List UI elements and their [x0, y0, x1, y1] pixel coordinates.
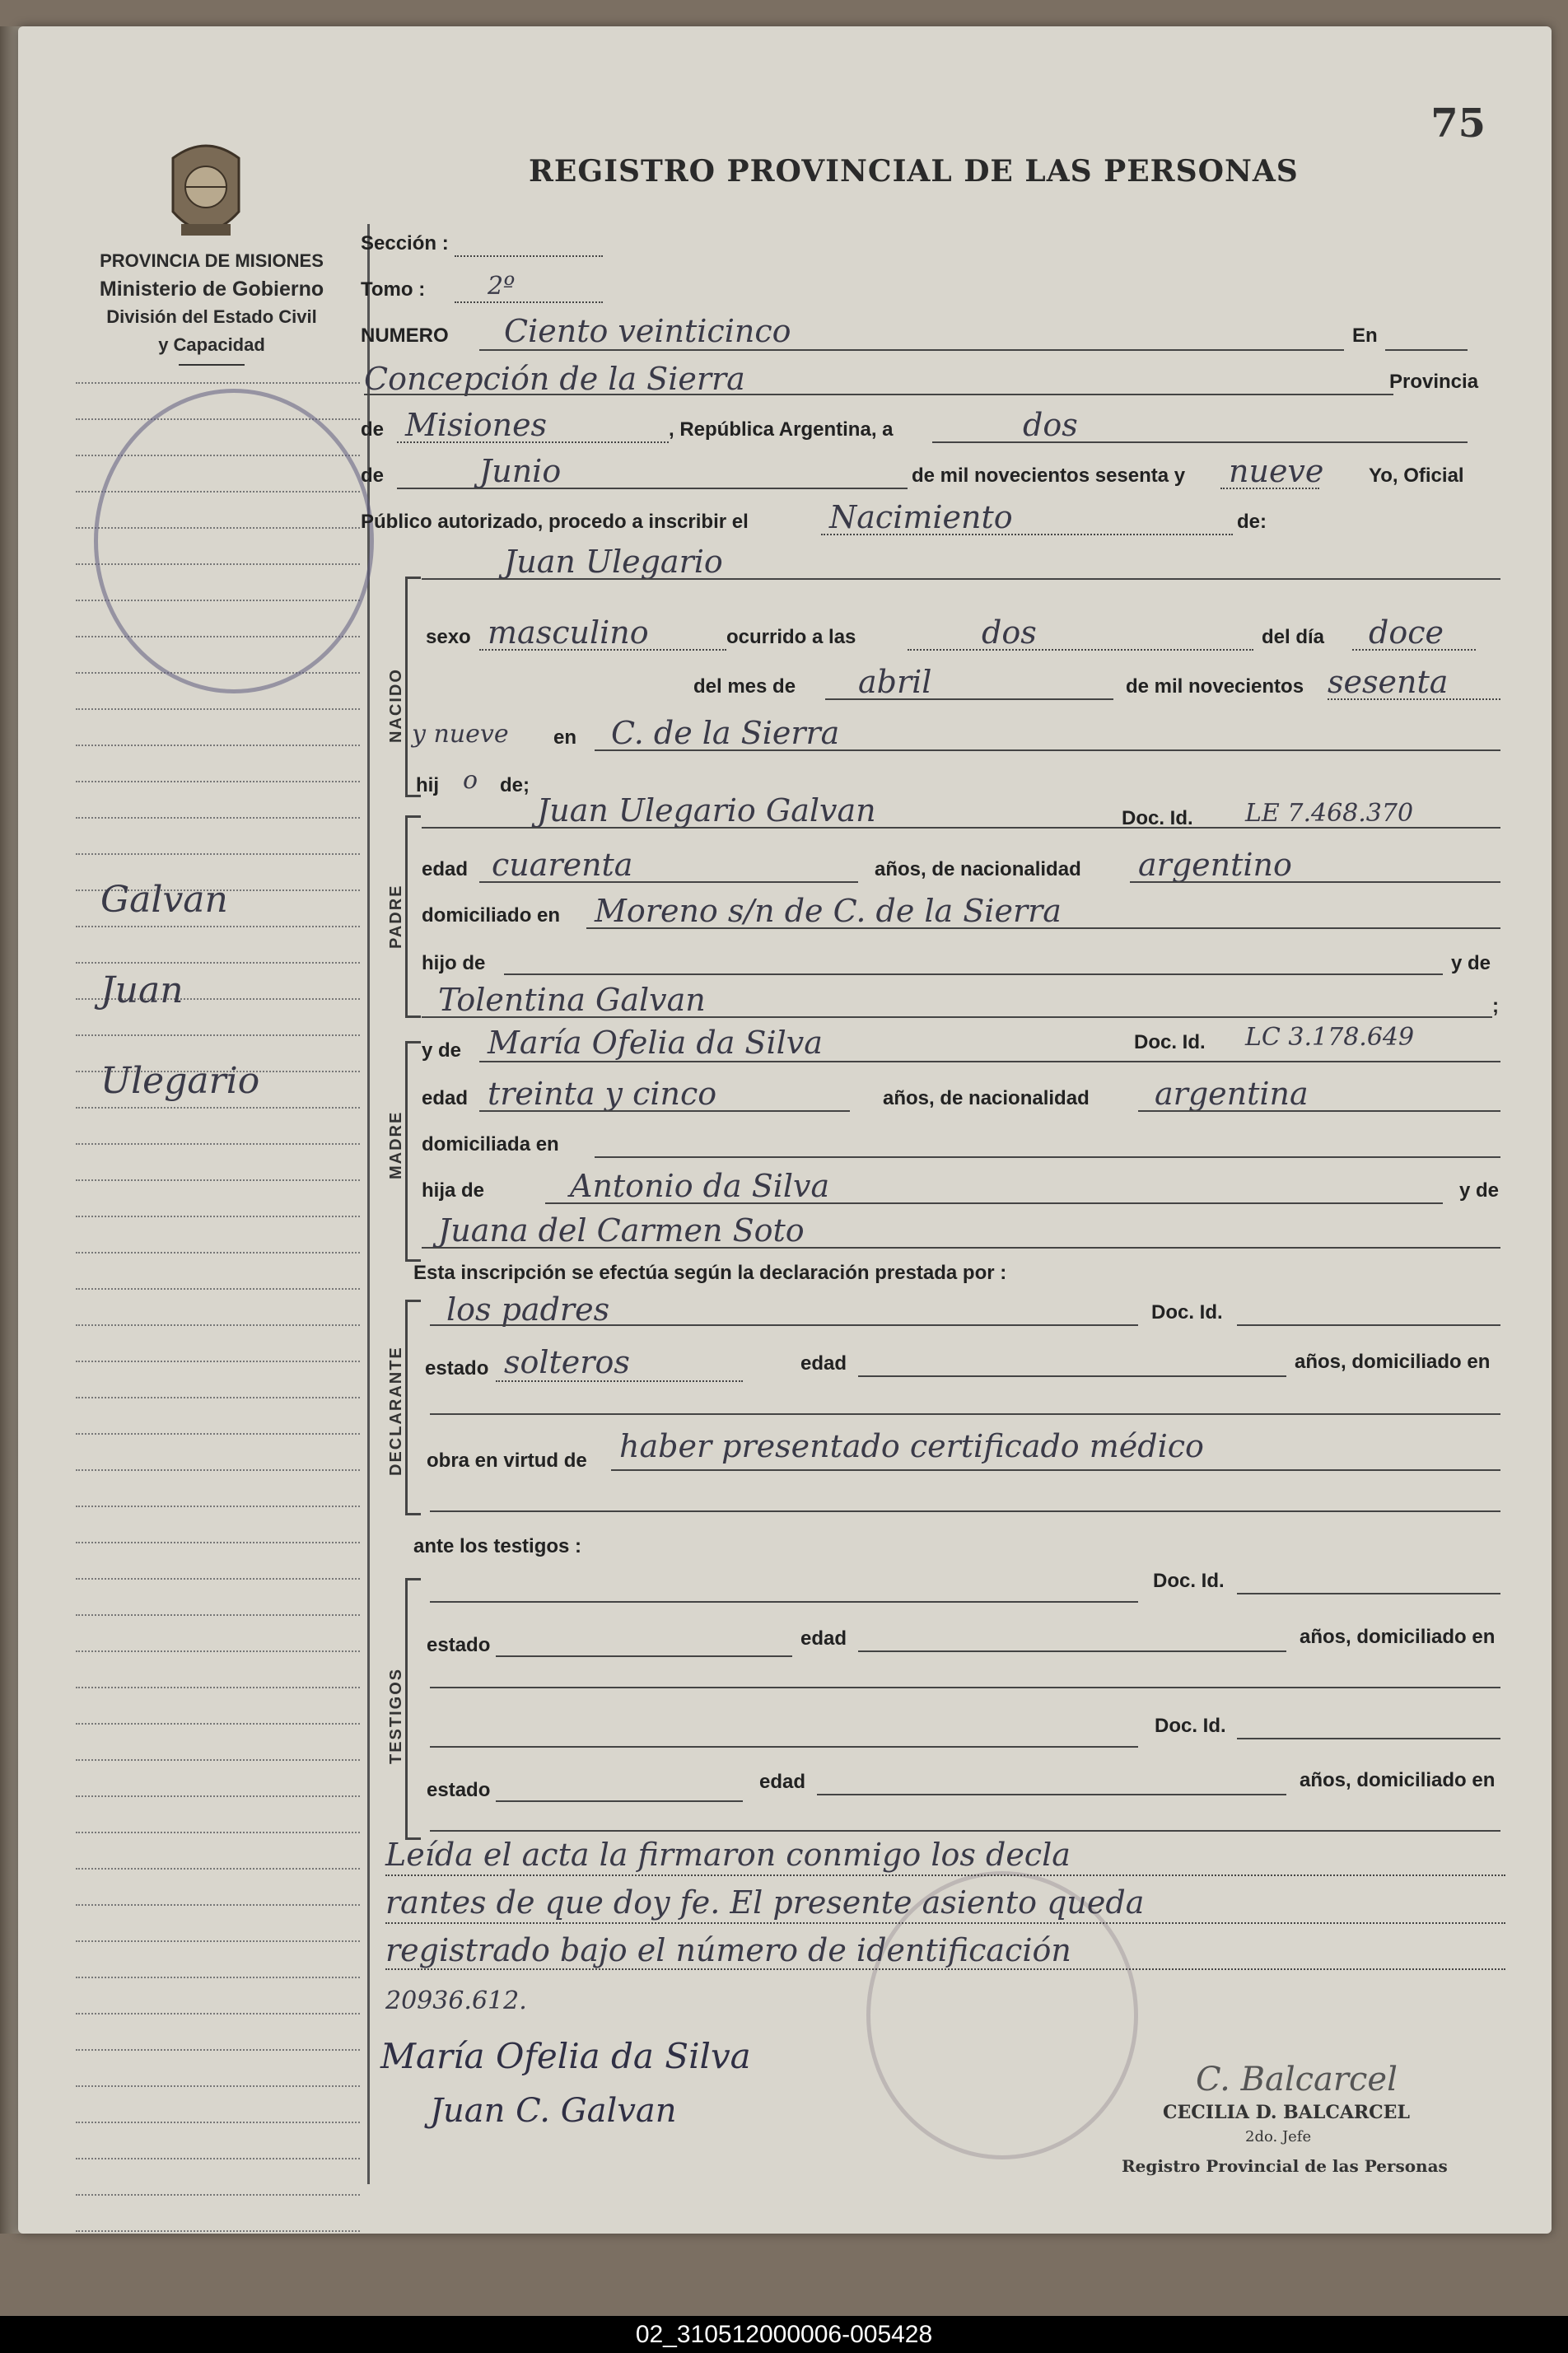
testigo1-edad-label: edad: [800, 1627, 847, 1650]
madre-doc-label: Doc. Id.: [1134, 1031, 1206, 1053]
padre-nac-value: argentino: [1138, 847, 1292, 883]
mother-signature: María Ofelia da Silva: [380, 2036, 751, 2076]
padre-dom-line: [586, 927, 1500, 929]
margin-firstname: Juan: [100, 969, 184, 1011]
anio-nac-value: sesenta: [1328, 664, 1449, 700]
padre-dom-value: Moreno s/n de C. de la Sierra: [595, 893, 1062, 929]
hijo-value: o: [463, 766, 478, 795]
declarante-estado-value: solteros: [504, 1344, 630, 1380]
obra-label: obra en virtud de: [427, 1450, 587, 1472]
mes-value: Junio: [479, 453, 562, 489]
testigo2-line: [430, 1746, 1138, 1748]
abuela-paterna-line: [422, 1016, 1492, 1018]
official-signature: C. Balcarcel: [1196, 2061, 1398, 2099]
abuela-materna-value: Juana del Carmen Soto: [438, 1212, 805, 1249]
mil-novecientos-label: de mil novecientos: [1126, 675, 1304, 698]
lugar-nac-line: [595, 749, 1500, 751]
declarante-line: [430, 1324, 1138, 1326]
padre-anos-label: años, de nacionalidad: [875, 858, 1081, 880]
official-office: Registro Provincial de las Personas: [1122, 2156, 1448, 2176]
testigo2-doc-line: [1237, 1738, 1500, 1739]
closing-rule-2: [385, 1922, 1505, 1924]
testigos-label: ante los testigos :: [413, 1535, 582, 1557]
sexo-line: [479, 649, 726, 651]
padre-y-de-label: y de: [1451, 952, 1491, 974]
madre-anos-label: años, de nacionalidad: [883, 1087, 1090, 1109]
padre-edad-line: [479, 881, 858, 883]
obra-value: haber presentado certificado médico: [619, 1428, 1204, 1464]
ocurrido-label: ocurrido a las: [726, 626, 856, 648]
testigos-bracket: [405, 1578, 421, 1840]
testigo2-doc-label: Doc. Id.: [1155, 1715, 1226, 1737]
testigo1-estado-label: estado: [427, 1634, 491, 1656]
abuela-materna-line: [422, 1247, 1500, 1249]
acto-line: [821, 534, 1233, 535]
document-title: REGISTRO PROVINCIAL DE LAS PERSONAS: [529, 154, 1299, 189]
declarante-doc-label: Doc. Id.: [1151, 1301, 1223, 1324]
del-dia-label: del día: [1262, 626, 1325, 648]
closing-line-3: registrado bajo el número de identificación: [385, 1932, 1071, 1968]
margin-middlename: Ulegario: [100, 1060, 260, 1102]
testigo1-edad-line: [858, 1650, 1286, 1652]
hora-value: dos: [982, 614, 1037, 651]
madre-doc-value: LC 3.178.649: [1245, 1023, 1415, 1052]
closing-line-4: 20936.612.: [385, 1987, 527, 2015]
republica-label: , República Argentina, a: [669, 418, 894, 441]
numero-label: NUMERO: [361, 324, 449, 347]
de-label-2: de: [361, 465, 385, 487]
testigo1-line: [430, 1601, 1138, 1603]
madre-bracket: [405, 1041, 421, 1262]
numero-line: [479, 349, 1344, 351]
division-label-2: y Capacidad: [158, 334, 265, 355]
registry-stamp-icon: [94, 389, 374, 693]
padre-nombre-value: Juan Ulegario Galvan: [537, 792, 876, 829]
acto-value: Nacimiento: [829, 499, 1013, 535]
nacido-label: NACIDO: [387, 668, 405, 743]
declarante-doc-line: [1237, 1324, 1500, 1326]
madre-y-de-label: y de: [422, 1039, 462, 1062]
madre-edad-line: [479, 1110, 850, 1112]
padre-doc-value: LE 7.468.370: [1245, 799, 1414, 828]
declarante-estado-label: estado: [425, 1357, 489, 1380]
margin-surname: Galvan: [100, 879, 228, 921]
de-semi-label: de;: [500, 774, 530, 796]
document-page: [18, 26, 1552, 2234]
seccion-label: Sección :: [361, 232, 449, 254]
page-number: 75: [1430, 100, 1486, 147]
padre-bracket: [405, 815, 421, 1018]
en-label-2: en: [553, 726, 577, 749]
padre-edad-value: cuarenta: [492, 847, 633, 883]
del-mes-label: del mes de: [693, 675, 796, 698]
madre-label: MADRE: [387, 1110, 405, 1179]
division-label: División del Estado Civil: [106, 306, 317, 327]
tomo-label: Tomo :: [361, 278, 426, 301]
nombre-line: [422, 578, 1500, 580]
nombre-value: Juan Ulegario: [504, 544, 723, 580]
dia-value: dos: [1023, 407, 1078, 443]
sexo-label: sexo: [426, 626, 471, 648]
mes-nac-line: [825, 698, 1113, 700]
testigo1-anos-label: años, domiciliado en: [1300, 1626, 1496, 1648]
provincia-line: [397, 441, 669, 443]
numero-value: Ciento veinticinco: [504, 313, 791, 349]
lugar-value: Concepción de la Sierra: [364, 361, 745, 397]
anio-line: [1220, 488, 1319, 489]
father-signature: Juan C. Galvan: [430, 2092, 677, 2130]
closing-line-1: Leída el acta la firmaron conmigo los decla: [385, 1837, 1071, 1873]
declarante-anos-label: años, domiciliado en: [1295, 1351, 1491, 1373]
testigo2-estado-line: [496, 1800, 743, 1802]
obra-line: [611, 1469, 1500, 1471]
dia-nac-line: [1352, 649, 1476, 651]
madre-dom-label: domiciliada en: [422, 1133, 559, 1155]
closing-line-2: rantes de que doy fe. El presente asiento queda: [385, 1884, 1145, 1921]
hora-line: [908, 649, 1253, 651]
tomo-line: [455, 301, 603, 303]
declarante-value: los padres: [446, 1291, 610, 1328]
footer-id-bar: [0, 2316, 1568, 2353]
de-label: de: [361, 418, 385, 441]
testigo1-doc-label: Doc. Id.: [1153, 1570, 1225, 1592]
padre-hijo-label: hijo de: [422, 952, 486, 974]
madre-dom-line: [595, 1156, 1500, 1158]
dia-nac-value: doce: [1369, 614, 1444, 651]
testigo1-dom-line: [430, 1687, 1500, 1688]
obra-line-2: [430, 1510, 1500, 1512]
padre-nac-line: [1130, 881, 1500, 883]
declarante-label: DECLARANTE: [387, 1346, 405, 1476]
testigo2-estado-label: estado: [427, 1779, 491, 1801]
hijo-label: hij: [416, 774, 439, 796]
madre-nombre-value: María Ofelia da Silva: [488, 1025, 823, 1061]
testigo1-doc-line: [1237, 1593, 1500, 1594]
closing-rule-1: [385, 1874, 1505, 1876]
ministry-label: Ministerio de Gobierno: [99, 278, 324, 301]
declarante-bracket: [405, 1300, 421, 1515]
testigo2-edad-line: [817, 1794, 1286, 1795]
seccion-line: [455, 255, 603, 257]
testigo1-estado-line: [496, 1655, 792, 1657]
declarante-edad-line: [858, 1375, 1286, 1377]
provincial-crest-icon: [156, 133, 255, 249]
padre-hijo-line: [504, 973, 1443, 975]
madre-nac-value: argentina: [1155, 1076, 1309, 1112]
madre-y-de-label-2: y de: [1459, 1179, 1500, 1202]
dia-line: [932, 441, 1468, 443]
closing-rule-3: [385, 1968, 1505, 1970]
declarante-estado-line: [496, 1380, 743, 1382]
provincia-value: Misiones: [405, 407, 548, 443]
footer-id: 02_310512000006-005428: [635, 2320, 933, 2348]
provincia-label: Provincia: [1389, 371, 1479, 393]
padre-doc-label: Doc. Id.: [1122, 807, 1193, 829]
abuela-paterna-value: Tolentina Galvan: [438, 982, 706, 1018]
madre-hija-label: hija de: [422, 1179, 485, 1202]
en-label: En: [1352, 324, 1378, 347]
yo-oficial-label: Yo, Oficial: [1369, 465, 1464, 487]
padre-edad-label: edad: [422, 858, 469, 880]
madre-edad-value: treinta y cinco: [488, 1076, 717, 1112]
publico-label: Público autorizado, procedo a inscribir el: [361, 511, 749, 533]
lugar-line: [364, 394, 1393, 395]
declarante-dom-line: [430, 1413, 1500, 1415]
province-label: PROVINCIA DE MISIONES: [100, 250, 324, 271]
padre-label: PADRE: [387, 884, 405, 949]
de-colon-label: de:: [1237, 511, 1267, 533]
anio-value: nueve: [1229, 453, 1324, 489]
declarante-edad-label: edad: [800, 1352, 847, 1375]
lugar-nac-value: C. de la Sierra: [611, 715, 840, 751]
inscripcion-label: Esta inscripción se efectúa según la declaración prestada por :: [413, 1262, 1007, 1284]
mil-sesenta-label: de mil novecientos sesenta y: [912, 465, 1186, 487]
madre-nac-line: [1138, 1110, 1500, 1112]
testigo2-dom-line: [430, 1830, 1500, 1832]
madre-edad-label: edad: [422, 1087, 469, 1109]
nacido-bracket: [405, 577, 421, 797]
official-name: CECILIA D. BALCARCEL: [1163, 2102, 1410, 2123]
official-role: 2do. Jefe: [1245, 2128, 1312, 2145]
anio-nac-line: [1328, 698, 1500, 700]
abuelo-materno-value: Antonio da Silva: [570, 1168, 830, 1204]
semicolon-label: ;: [1492, 995, 1499, 1017]
sexo-value: masculino: [488, 614, 649, 651]
abuelo-materno-line: [545, 1202, 1443, 1204]
en-line: [1385, 349, 1468, 351]
madre-nombre-line: [479, 1061, 1500, 1062]
padre-dom-label: domiciliado en: [422, 904, 561, 927]
testigo2-edad-label: edad: [759, 1771, 806, 1793]
mes-line: [397, 488, 908, 489]
tomo-value: 2º: [488, 272, 516, 301]
anio-nac-value-2: y nueve: [412, 720, 509, 749]
testigo2-anos-label: años, domiciliado en: [1300, 1769, 1496, 1791]
mes-nac-value: abril: [858, 664, 932, 700]
testigos-vlabel: TESTIGOS: [387, 1667, 405, 1764]
